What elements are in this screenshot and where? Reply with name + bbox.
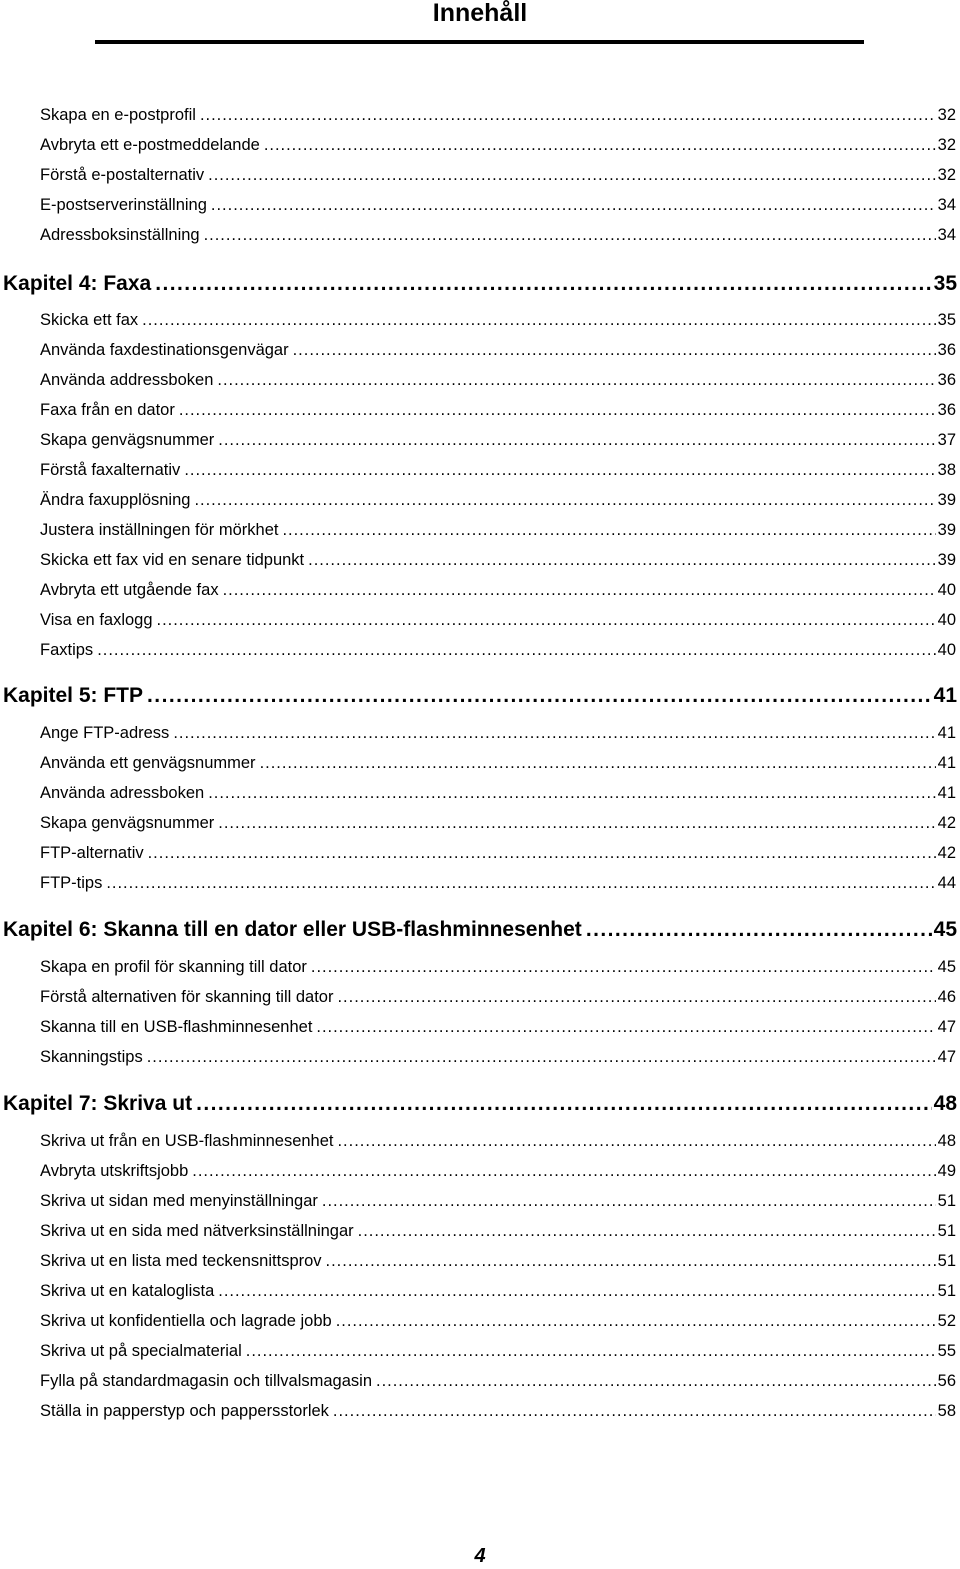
toc-entry[interactable] — [40, 1160, 956, 1182]
toc-entry-page: 45 — [937, 958, 956, 976]
toc-entry[interactable] — [40, 549, 956, 571]
toc-entry-title: Skapa en profil för skanning till dator — [40, 958, 307, 976]
dot-leader — [336, 1310, 936, 1332]
toc-entry-page: 51 — [937, 1222, 956, 1240]
toc-entry[interactable] — [40, 134, 956, 156]
dot-leader — [223, 579, 936, 601]
toc-entry[interactable] — [40, 1310, 956, 1332]
toc-entry-title: Skapa en e-postprofil — [40, 106, 196, 124]
toc-entry[interactable] — [40, 842, 956, 864]
toc-entry[interactable] — [40, 639, 956, 661]
toc-entry-page: 46 — [937, 988, 956, 1006]
dot-leader — [358, 1220, 936, 1242]
toc-entry-page: 47 — [937, 1048, 956, 1066]
dot-leader — [208, 782, 935, 804]
toc-entry-title: Skicka ett fax — [40, 311, 139, 329]
toc-entry[interactable] — [40, 782, 956, 804]
dot-leader — [148, 842, 936, 864]
page-title: Innehåll — [432, 0, 528, 27]
toc-entry-title: Kapitel 7: Skriva ut — [3, 1092, 193, 1115]
toc-entry-title: Skriva ut en sida med nätverksinställningar — [40, 1222, 354, 1240]
toc-entry[interactable] — [40, 752, 956, 774]
toc-entry-title: Förstå alternativen för skanning till dator — [40, 988, 334, 1006]
toc-entry-page: 38 — [937, 461, 956, 479]
toc-entry-page: 52 — [937, 1312, 956, 1330]
toc-entry-title: Avbryta ett utgående fax — [40, 581, 219, 599]
toc-entry-title: Avbryta utskriftsjobb — [40, 1162, 189, 1180]
dot-leader — [586, 917, 932, 943]
toc-entry[interactable] — [40, 489, 956, 511]
toc-entry-page: 32 — [937, 136, 956, 154]
toc-chapter-entry[interactable] — [3, 683, 957, 709]
dot-leader — [218, 429, 935, 451]
toc-entry-title: Justera inställningen för mörkhet — [40, 521, 279, 539]
toc-entry[interactable] — [40, 1370, 956, 1392]
toc-entry-title: Avbryta ett e-postmeddelande — [40, 136, 260, 154]
toc-entry-page: 32 — [937, 106, 956, 124]
toc-chapter-entry[interactable] — [3, 917, 957, 943]
toc-entry-title: Kapitel 4: Faxa — [3, 272, 152, 295]
toc-entry-title: Ange FTP-adress — [40, 724, 170, 742]
dot-leader — [97, 639, 935, 661]
toc-entry-page: 37 — [937, 431, 956, 449]
toc-entry-page: 34 — [937, 226, 956, 244]
toc-entry-page: 39 — [937, 521, 956, 539]
toc-entry-title: Ändra faxupplösning — [40, 491, 191, 509]
toc-entry-title: Använda addressboken — [40, 371, 214, 389]
dot-leader — [155, 271, 931, 297]
dot-leader — [264, 134, 936, 156]
toc-entry[interactable] — [40, 224, 956, 246]
toc-entry[interactable] — [40, 1280, 956, 1302]
toc-entry-title: Skriva ut en kataloglista — [40, 1282, 215, 1300]
toc-entry-page: 34 — [937, 196, 956, 214]
toc-entry-page: 40 — [937, 641, 956, 659]
toc-entry-page: 41 — [937, 784, 956, 802]
dot-leader — [260, 752, 936, 774]
toc-entry-title: Använda adressboken — [40, 784, 205, 802]
toc-entry-title: Förstå e-postalternativ — [40, 166, 205, 184]
toc-entry[interactable] — [40, 1250, 956, 1272]
dot-leader — [218, 1280, 935, 1302]
toc-entry-title: Skapa genvägsnummer — [40, 814, 215, 832]
toc-entry[interactable] — [40, 459, 956, 481]
toc-entry-title: Skriva ut på specialmaterial — [40, 1342, 242, 1360]
dot-leader — [200, 104, 936, 126]
dot-leader — [333, 1400, 936, 1422]
toc-entry-page: 40 — [937, 611, 956, 629]
dot-leader — [246, 1340, 936, 1362]
toc-entry-title: Skriva ut från en USB-flashminnesenhet — [40, 1132, 334, 1150]
toc-entry-title: Faxa från en dator — [40, 401, 175, 419]
toc-entry-page: 44 — [937, 874, 956, 892]
dot-leader — [142, 309, 936, 331]
toc-entry[interactable] — [40, 986, 956, 1008]
dot-leader — [211, 194, 936, 216]
toc-entry-title: Kapitel 5: FTP — [3, 684, 144, 707]
dot-leader — [194, 489, 935, 511]
dot-leader — [147, 683, 932, 709]
toc-entry-page: 39 — [937, 551, 956, 569]
toc-entry-page: 39 — [937, 491, 956, 509]
toc-entry-title: Skriva ut sidan med menyinställningar — [40, 1192, 318, 1210]
toc-entry-title: Skapa genvägsnummer — [40, 431, 215, 449]
toc-entry[interactable] — [40, 399, 956, 421]
dot-leader — [337, 986, 935, 1008]
toc-entry-page: 51 — [937, 1252, 956, 1270]
toc-entry[interactable] — [40, 164, 956, 186]
toc-entry-page: 47 — [937, 1018, 956, 1036]
toc-entry-title: Ställa in papperstyp och pappersstorlek — [40, 1402, 329, 1420]
toc-entry[interactable] — [40, 1046, 956, 1068]
toc-entry-page: 42 — [937, 814, 956, 832]
toc-entry-page: 56 — [937, 1372, 956, 1390]
dot-leader — [157, 609, 936, 631]
dot-leader — [184, 459, 935, 481]
dot-leader — [326, 1250, 936, 1272]
toc-entry[interactable] — [40, 1016, 956, 1038]
dot-leader — [179, 399, 936, 421]
toc-entry-page: 41 — [937, 724, 956, 742]
toc-entry-page: 35 — [937, 311, 956, 329]
dot-leader — [376, 1370, 936, 1392]
toc-entry-page: 58 — [937, 1402, 956, 1420]
dot-leader — [173, 722, 935, 744]
toc-entry[interactable] — [40, 1130, 956, 1152]
dot-leader — [293, 339, 936, 361]
toc-entry[interactable] — [40, 369, 956, 391]
toc-entry[interactable] — [40, 1400, 956, 1422]
dot-leader — [147, 1046, 936, 1068]
toc-entry-title: Visa en faxlogg — [40, 611, 153, 629]
toc-entry[interactable] — [40, 1220, 956, 1242]
toc-entry[interactable] — [40, 339, 956, 361]
toc-entry-title: FTP-alternativ — [40, 844, 144, 862]
toc-entry-title: Kapitel 6: Skanna till en dator eller USB-flashminnesenhet — [3, 918, 582, 941]
dot-leader — [196, 1091, 932, 1117]
toc-entry-page: 51 — [937, 1282, 956, 1300]
toc-entry[interactable] — [40, 812, 956, 834]
toc-entry[interactable] — [40, 579, 956, 601]
dot-leader — [192, 1160, 935, 1182]
toc-entry-page: 35 — [933, 272, 957, 295]
toc-entry-title: Skanna till en USB-flashminnesenhet — [40, 1018, 313, 1036]
toc-entry-title: Skriva ut en lista med teckensnittsprov — [40, 1252, 322, 1270]
toc-entry[interactable] — [40, 609, 956, 631]
toc-entry-page: 48 — [933, 1092, 957, 1115]
title-underline — [95, 40, 864, 44]
toc-entry-page: 45 — [933, 918, 957, 941]
toc-entry-page: 36 — [937, 371, 956, 389]
toc-entry[interactable] — [40, 956, 956, 978]
dot-leader — [308, 549, 935, 571]
toc-entry-page: 49 — [937, 1162, 956, 1180]
toc-entry[interactable] — [40, 429, 956, 451]
toc-entry-title: E-postserverinställning — [40, 196, 207, 214]
dot-leader — [204, 224, 936, 246]
toc-entry-title: Förstå faxalternativ — [40, 461, 181, 479]
toc-entry-page: 32 — [937, 166, 956, 184]
toc-entry-title: FTP-tips — [40, 874, 103, 892]
toc-entry-title: Skicka ett fax vid en senare tidpunkt — [40, 551, 305, 569]
toc-entry[interactable] — [40, 309, 956, 331]
toc-entry[interactable] — [40, 1340, 956, 1362]
toc-entry-page: 48 — [937, 1132, 956, 1150]
toc-entry-page: 42 — [937, 844, 956, 862]
dot-leader — [208, 164, 935, 186]
toc-entry[interactable] — [40, 722, 956, 744]
toc-entry-page: 36 — [937, 341, 956, 359]
toc-entry-page: 51 — [937, 1192, 956, 1210]
dot-leader — [282, 519, 935, 541]
toc-entry[interactable] — [40, 872, 956, 894]
toc-entry-title: Adressboksinställning — [40, 226, 200, 244]
dot-leader — [322, 1190, 936, 1212]
dot-leader — [106, 872, 935, 894]
toc-entry-page: 40 — [937, 581, 956, 599]
dot-leader — [316, 1016, 935, 1038]
toc-entry-page: 36 — [937, 401, 956, 419]
dot-leader — [311, 956, 936, 978]
toc-entry[interactable] — [40, 104, 956, 126]
toc-entry[interactable] — [40, 1190, 956, 1212]
toc-entry-title: Använda faxdestinationsgenvägar — [40, 341, 289, 359]
toc-entry[interactable] — [40, 194, 956, 216]
toc-entry[interactable] — [40, 519, 956, 541]
toc-chapter-entry[interactable] — [3, 271, 957, 297]
toc-entry-page: 41 — [937, 754, 956, 772]
dot-leader — [218, 812, 935, 834]
toc-entry-title: Använda ett genvägsnummer — [40, 754, 256, 772]
dot-leader — [217, 369, 935, 391]
toc-entry-page: 55 — [937, 1342, 956, 1360]
toc-entry-page: 41 — [933, 684, 957, 707]
toc-entry-title: Faxtips — [40, 641, 94, 659]
dot-leader — [337, 1130, 935, 1152]
page-number: 4 — [474, 1545, 486, 1567]
toc-chapter-entry[interactable] — [3, 1091, 957, 1117]
toc-entry-title: Skanningstips — [40, 1048, 143, 1066]
toc-entry-title: Skriva ut konfidentiella och lagrade jobb — [40, 1312, 332, 1330]
toc-entry-title: Fylla på standardmagasin och tillvalsmagasin — [40, 1372, 372, 1390]
